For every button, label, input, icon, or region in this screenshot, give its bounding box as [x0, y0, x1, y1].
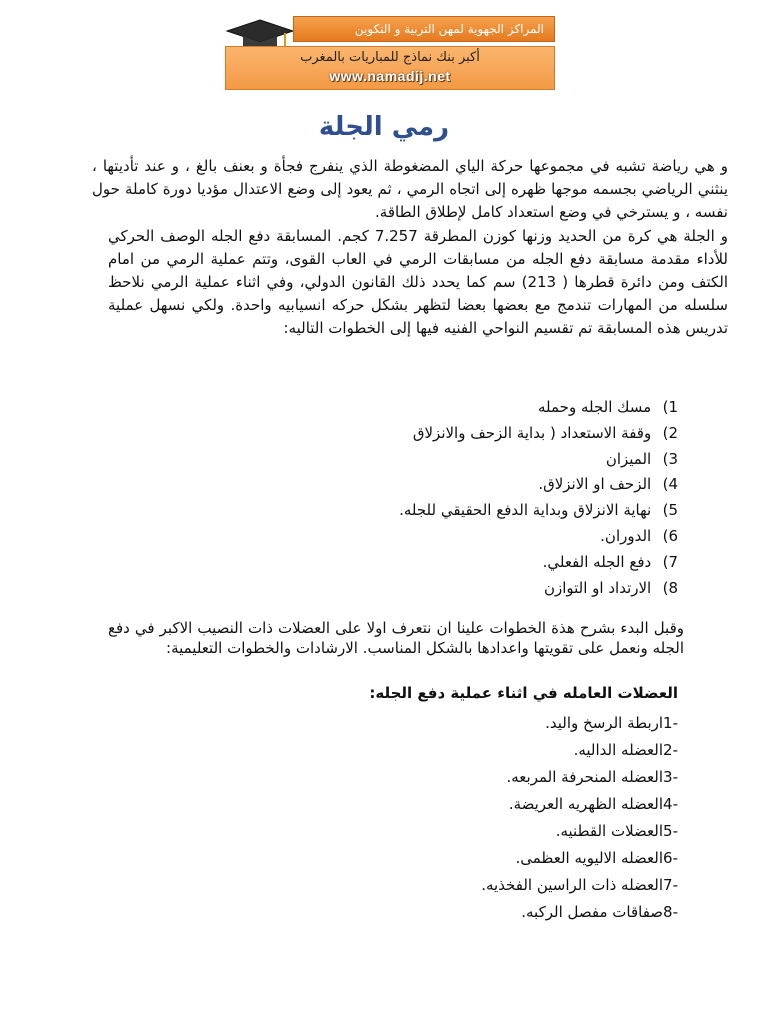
step-number: 5): [662, 501, 678, 520]
list-item: -4العضله الظهريه العريضة.: [508, 795, 678, 813]
intro-paragraph-container: [92, 155, 728, 224]
step-text: مسك الجله وحمله: [538, 398, 652, 416]
step-text: الدوران.: [600, 526, 652, 545]
step-number: 3): [662, 449, 678, 468]
step-number: 6): [662, 526, 678, 545]
step-text: الزحف او الانزلاق.: [538, 475, 652, 494]
website-link[interactable]: www.namadij.net: [329, 68, 451, 84]
intro-paragraph: و هي رياضة تشبه في مجموعها حركة الياي المضغوطة الذي ينفرج فجأة و بعنف بالغ ، و عند تأديتها ، ينثني الرياضي بجسمه موجها ظهره إلى اتجاه الرمي ، ثم يعود إلى وضع الاعتدال مؤديا دورة كاملة حول نفسه ، و يسترخي في وضع استعداد كامل لإطلاق الطاقة.: [92, 157, 728, 221]
step-text: دفع الجله الفعلي.: [542, 552, 652, 571]
step-text: نهاية الانزلاق وبداية الدفع الحقيقي للجله.: [399, 501, 652, 520]
list-item: [258, 576, 678, 602]
list-item: -6العضله الاليويه العظمى.: [515, 849, 678, 867]
list-item: -7العضله ذات الراسين الفخذيه.: [481, 876, 678, 894]
step-number: 8): [662, 578, 678, 597]
muscles-heading: العضلات العامله في اثناء عملية دفع الجله:: [369, 684, 678, 702]
list-item: -5العضلات القطنيه.: [555, 822, 678, 840]
list-item: -3العضله المنحرفة المربعه.: [506, 768, 678, 786]
list-item: [258, 395, 678, 421]
header-slogan: أكبر بنك نماذج للمباريات بالمغرب: [300, 50, 480, 65]
step-number: 7): [662, 552, 678, 571]
description-paragraph: و الجلة هي كرة من الحديد وزنها كوزن المطرقة 7.257 كجم. المسابقة دفع الجله الوصف الحركي للأداء مقدمة مسابقة دفع الجله من مسابقات الرمي في العاب القوى، وتتم عملية الرمي من امام الكتف ومن دائرة قطرها ( 213) سم كما يحدد ذلك القانون الدولي، وفي اثناء عملية الرمي نلاحظ سلسله من المهارات تندمج مع بعضها بعضا لتظهر بشكل حركه انسيابيه واحدة. ولكي نسهل عملية تدريس هذه المسابقة تم تقسيم النواحي الفنيه فيها إلى الخطوات التاليه:: [108, 227, 728, 337]
list-item: [258, 498, 678, 524]
list-item: [258, 472, 678, 498]
header-top-text: المراكز الجهوية لمهن التربية و التكوين: [354, 22, 544, 36]
step-text: وقفة الاستعداد ( بداية الزحف والانزلاق: [412, 423, 652, 442]
list-item: -2العضله الداليه.: [573, 741, 678, 759]
header-banner: [225, 12, 555, 84]
list-item: -8صفاقات مفصل الركبه.: [521, 903, 678, 921]
step-text: الارتداد او التوازن: [543, 578, 652, 597]
list-item: -1اربطة الرسخ واليد.: [545, 714, 678, 732]
page-title: رمي الجلة: [318, 112, 450, 142]
step-number: 1): [662, 398, 678, 416]
description-paragraph-container: [108, 225, 728, 340]
header-top-bar: [293, 16, 555, 42]
list-item: [258, 550, 678, 576]
steps-list: [258, 395, 678, 601]
step-number: 4): [662, 475, 678, 494]
list-item: [258, 421, 678, 447]
step-number: 2): [662, 423, 678, 442]
list-item: [258, 524, 678, 550]
muscles-list: [338, 710, 678, 926]
header-bottom-bar: [225, 46, 555, 90]
step-text: الميزان: [605, 449, 652, 468]
guidance-paragraph-container: [108, 618, 684, 658]
list-item: [258, 447, 678, 473]
guidance-paragraph: وقبل البدء بشرح هذة الخطوات علينا ان نتعرف اولا على العضلات ذات النصيب الاكبر في دفع الجله ونعمل على تقويتها واعدادها بالشكل المناسب. الارشادات والخطوات التعليمية:: [108, 619, 684, 657]
